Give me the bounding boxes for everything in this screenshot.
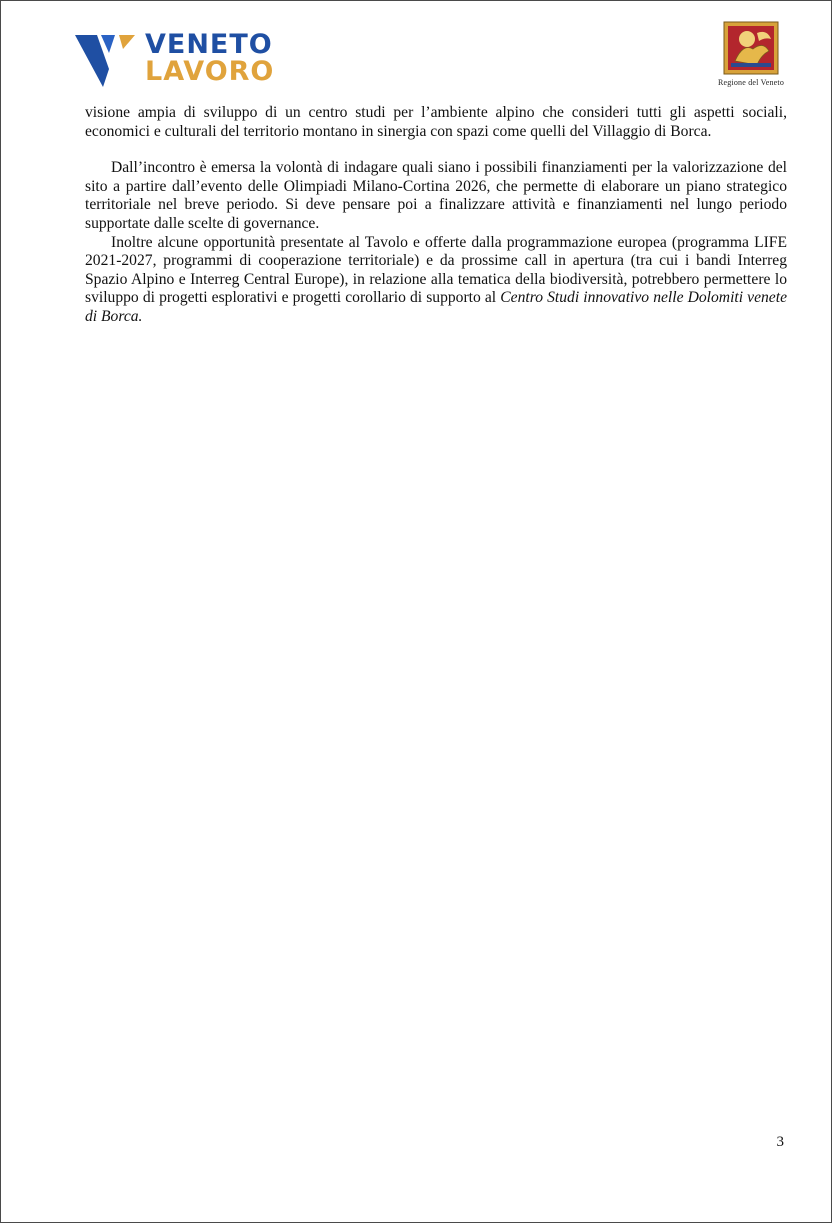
regione-veneto-logo bbox=[711, 21, 791, 87]
veneto-lavoro-logo-icon bbox=[75, 35, 137, 87]
logo-line-lavoro: LAVORO bbox=[145, 56, 275, 87]
paragraph-1: visione ampia di sviluppo di un centro studi per l’ambiente alpino che consideri tutti gli aspetti sociali, economici e culturali del territorio montano in sinergia con spazi come quelli del Villaggio di Borca. bbox=[85, 104, 787, 140]
paragraph-2: Dall’incontro è emersa la volontà di indagare quali siano i possibili finanziamenti per la valorizzazione del sito a partire dall’evento delle Olimpiadi Milano-Cortina 2026, che permette di elaborare un piano strategico territoriale nel breve periodo. Si deve pensare poi a finalizzare attività e finanziamenti nel lungo periodo supportate dalle scelte di governance. bbox=[85, 159, 787, 232]
page-number: 3 bbox=[776, 1134, 784, 1150]
veneto-lavoro-wordmark bbox=[145, 31, 274, 85]
paragraph-3-text: Inoltre alcune opportunità presentate al Tavolo e offerte dalla programmazione europea (programma LIFE 2021-2027, programmi di cooperazione territoriale) e da prossime call in apertura (tra cui i bandi Interreg Spazio Alpino e Interreg Central Europe), in relazione alla tematica della biodiversità, potrebbero permettere lo sviluppo di progetti esplorativi e progetti corollario di supporto al bbox=[85, 233, 787, 307]
paragraph-3 bbox=[85, 234, 787, 327]
veneto-lavoro-logo bbox=[75, 29, 305, 91]
paragraph-3-italic: Centro Studi innovativo nelle Dolomiti venete di Borca. bbox=[85, 289, 787, 325]
document-body bbox=[85, 104, 787, 327]
regione-veneto-label: Regione del Veneto bbox=[717, 78, 785, 87]
logo-line-veneto: VENETO bbox=[145, 29, 273, 60]
regione-veneto-crest-icon bbox=[723, 21, 779, 75]
